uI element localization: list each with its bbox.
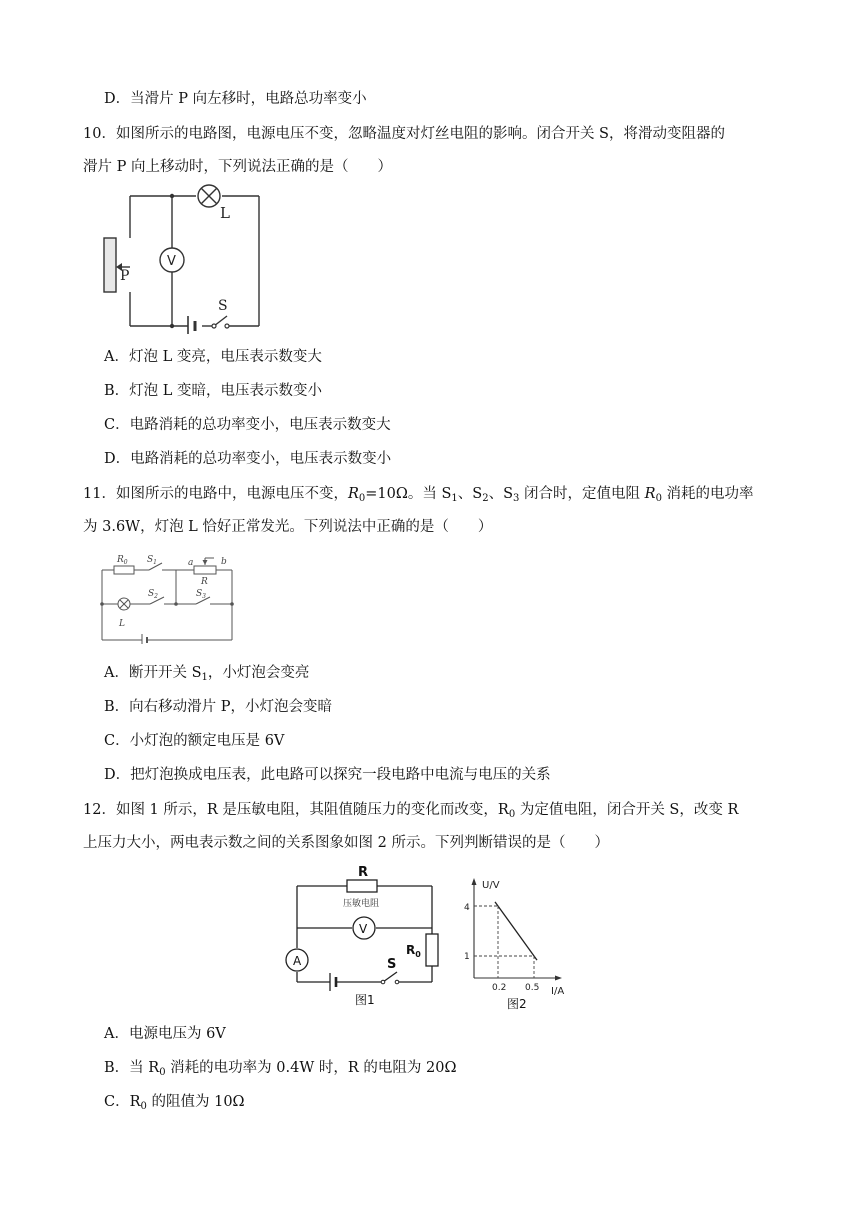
q12-fig2-caption: 图2 (507, 997, 527, 1011)
q12-fig1-switch-label: S (387, 957, 397, 972)
q12-fig1-r0-label: $R_0$ (406, 943, 421, 959)
q11-option-d: D．把灯泡换成电压表，此电路可以探究一段电路中电流与电压的关系 (104, 767, 551, 783)
q12-stem-line2: 上压力大小，两电表示数之间的关系图象如图 2 所示。下列判断错误的是（ ） (83, 835, 609, 851)
q12-fig2-ytick-4: 4 (464, 903, 470, 913)
q10-voltmeter-label: V (167, 254, 176, 269)
q10-switch-label: S (218, 298, 228, 314)
q12-fig1-voltmeter-label: V (359, 922, 368, 936)
q12-fig2-xtick-0.2: 0.2 (492, 983, 507, 993)
q11-r-label: R (201, 577, 208, 587)
q12-fig2-xlabel: I/A (551, 986, 565, 997)
q11-s1-label: $S_1$ (147, 555, 157, 566)
q11-stem-line1: 11．如图所示的电路中，电源电压不变，$R_0=10\Omega$。当 $S_1$、$S_2$、$S_3$ 闭合时，定值电阻 $R_0$ 消耗的电功率 (83, 486, 754, 504)
q12-circuit-figure1 (284, 862, 444, 1014)
q10-stem-line1: 10．如图所示的电路图，电源电压不变，忽略温度对灯丝电阻的影响。闭合开关 S，将滑动变阻器的 (83, 126, 725, 142)
q12-fig2-xtick-0.5: 0.5 (525, 983, 540, 993)
q10-option-d: D．电路消耗的总功率变小，电压表示数变小 (104, 451, 392, 467)
q10-option-c: C．电路消耗的总功率变小，电压表示数变大 (104, 417, 391, 433)
q11-s3-label: $S_3$ (196, 589, 206, 600)
q10-lamp-label: L (220, 204, 230, 222)
q12-option-b: B．当 $R_0$ 消耗的电功率为 0.4W 时，R 的电阻为 20Ω (104, 1060, 457, 1078)
q12-fig1-r-label: R (358, 865, 369, 880)
q10-circuit-figure (96, 182, 266, 334)
q11-circuit-figure (94, 548, 240, 644)
q11-option-b: B．向右移动滑片 P，小灯泡会变暗 (104, 699, 333, 715)
q12-stem-line1: 12．如图 1 所示，R 是压敏电阻，其阻值随压力的变化而改变，$R_0$ 为定值电阻，闭合开关 S，改变 R (83, 802, 739, 820)
q12-fig2-ylabel: U/V (482, 880, 500, 891)
q11-a-label: a (188, 558, 194, 568)
q10-slider-label: P (120, 268, 130, 284)
q11-lamp-label: L (119, 619, 125, 629)
q10-stem-line2: 滑片 P 向上移动时，下列说法正确的是（ ） (83, 159, 392, 175)
q9-option-d: D．当滑片 P 向左移时，电路总功率变小 (104, 91, 367, 107)
q11-s2-label: $S_2$ (148, 589, 158, 600)
q11-b-label: b (221, 557, 227, 567)
q12-fig1-ammeter-label: A (293, 954, 302, 968)
q11-option-c: C．小灯泡的额定电压是 6V (104, 733, 285, 749)
q12-fig2-ytick-1: 1 (464, 952, 470, 962)
q11-stem-line2: 为 3.6W，灯泡 L 恰好正常发光。下列说法中正确的是（ ） (83, 519, 493, 535)
q12-graph-line (495, 902, 537, 960)
q12-option-c: C．$R_0$ 的阻值为 10Ω (104, 1094, 245, 1112)
q11-option-a: A．断开开关 $S_1$，小灯泡会变亮 (104, 665, 310, 683)
q12-option-a: A．电源电压为 6V (104, 1026, 226, 1042)
q10-option-a: A．灯泡 L 变亮，电压表示数变大 (104, 349, 322, 365)
q12-fig1-r-note: 压敏电阻 (343, 899, 380, 909)
q11-r0-label: $R_0$ (117, 555, 128, 566)
q10-option-b: B．灯泡 L 变暗，电压表示数变小 (104, 383, 323, 399)
q12-graph-figure2 (462, 868, 574, 1014)
q12-fig1-caption: 图1 (355, 993, 375, 1007)
